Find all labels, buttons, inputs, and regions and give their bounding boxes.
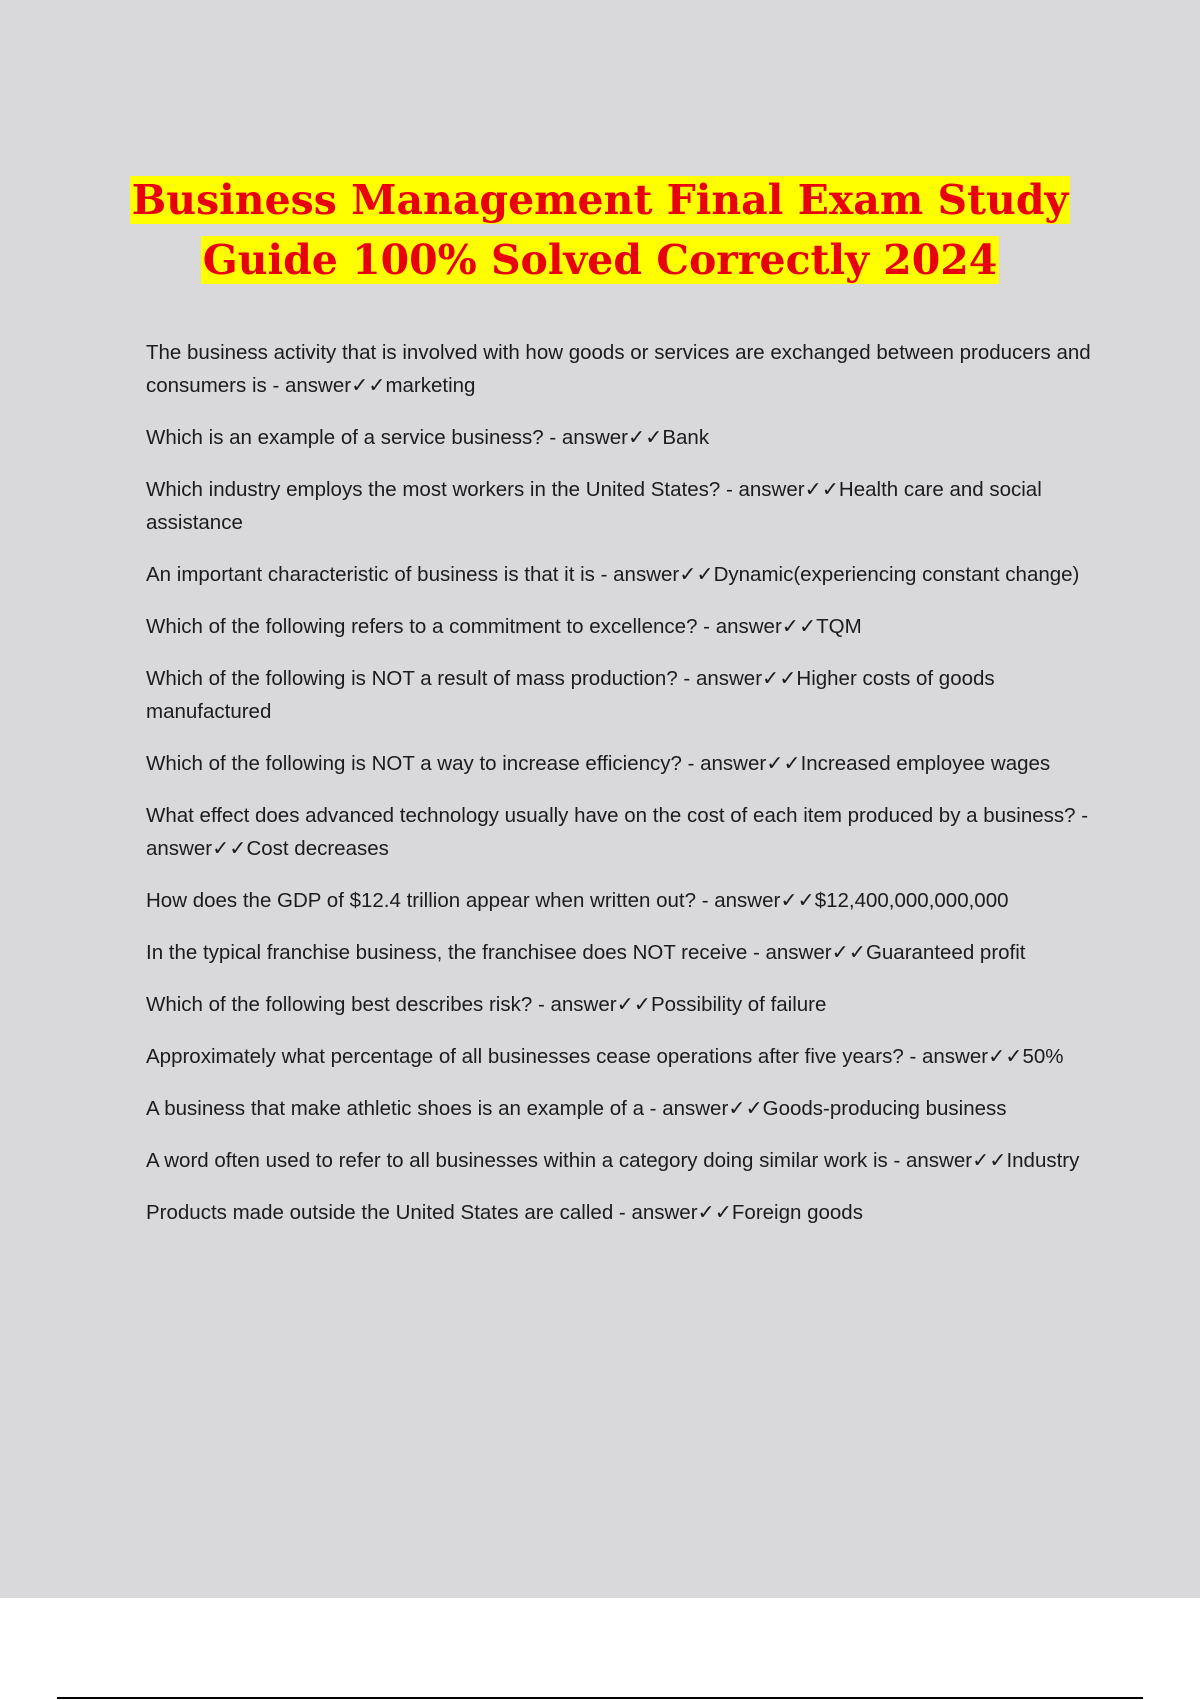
- qa-answer: Increased employee wages: [800, 752, 1051, 775]
- qa-item: Which of the following refers to a commitment to excellence? - answer✓✓TQM: [146, 615, 862, 638]
- qa-answer-label: answer: [284, 374, 352, 397]
- qa-item: Which of the following is NOT a result of mass production? - answer✓✓Higher costs of goods manufactured: [146, 667, 995, 723]
- check-marks-icon: ✓✓: [780, 889, 815, 912]
- qa-answer: Health care and social assistance: [146, 478, 1042, 534]
- qa-item: In the typical franchise business, the franchisee does NOT receive - answer✓✓Guaranteed profit: [146, 941, 1026, 964]
- qa-list: [146, 336, 1092, 1248]
- title-line-1: Business Management Final Exam Study: [131, 176, 1069, 224]
- check-marks-icon: ✓✓: [804, 478, 839, 501]
- check-marks-icon: ✓✓: [616, 993, 651, 1016]
- qa-question: A business that make athletic shoes is an example of a: [146, 1097, 644, 1120]
- document-title: [0, 170, 1200, 290]
- qa-question: In the typical franchise business, the franchisee does NOT receive: [146, 941, 748, 964]
- qa-answer: TQM: [816, 615, 862, 638]
- qa-answer-label: answer: [715, 615, 782, 638]
- qa-item: Products made outside the United States are called - answer✓✓Foreign goods: [146, 1201, 863, 1224]
- check-marks-icon: ✓✓: [766, 752, 801, 775]
- qa-question: Approximately what percentage of all businesses cease operations after five years?: [146, 1045, 904, 1068]
- qa-answer-label: answer: [550, 993, 617, 1016]
- qa-answer: marketing: [385, 374, 476, 397]
- qa-question: Which is an example of a service business?: [146, 426, 544, 449]
- qa-item: How does the GDP of $12.4 trillion appear when written out? - answer✓✓$12,400,000,000,000: [146, 889, 1009, 912]
- qa-answer-label: answer: [906, 1149, 973, 1172]
- qa-item: The business activity that is involved with how goods or services are exchanged between producers and consumers is - answer✓✓marketing: [146, 341, 1091, 397]
- qa-question: An important characteristic of business is that it is: [146, 563, 595, 586]
- qa-answer: Possibility of failure: [650, 993, 827, 1016]
- qa-answer-label: answer: [662, 1097, 729, 1120]
- title-line-2: Guide 100% Solved Correctly 2024: [202, 236, 998, 284]
- qa-question: Which of the following refers to a commitment to excellence?: [146, 615, 698, 638]
- qa-answer-label: answer: [714, 889, 781, 912]
- qa-answer-label: answer: [613, 563, 680, 586]
- qa-answer: Bank: [662, 426, 710, 449]
- qa-answer: Dynamic(experiencing constant change): [713, 563, 1080, 586]
- qa-answer-label: answer: [700, 752, 767, 775]
- check-marks-icon: ✓✓: [972, 1149, 1007, 1172]
- qa-item: A word often used to refer to all businesses within a category doing similar work is - answer✓✓Industry: [146, 1149, 1080, 1172]
- qa-item: Which of the following is NOT a way to increase efficiency? - answer✓✓Increased employee wages: [146, 752, 1051, 775]
- check-marks-icon: ✓✓: [781, 615, 817, 638]
- qa-question: Which of the following is NOT a way to increase efficiency?: [146, 752, 682, 775]
- qa-question: How does the GDP of $12.4 trillion appear when written out?: [146, 889, 697, 912]
- check-marks-icon: ✓✓: [831, 941, 866, 964]
- qa-answer-label: answer: [765, 941, 832, 964]
- qa-item: Which is an example of a service business? - answer✓✓Bank: [146, 426, 710, 449]
- qa-item: Which of the following best describes risk? - answer✓✓Possibility of failure: [146, 993, 827, 1016]
- check-marks-icon: ✓✓: [697, 1201, 732, 1224]
- qa-answer-label: answer: [561, 426, 628, 449]
- qa-question: Products made outside the United States are called: [146, 1201, 614, 1224]
- check-marks-icon: ✓✓: [627, 426, 663, 449]
- qa-answer-label: answer: [738, 478, 805, 501]
- qa-answer-label: answer: [922, 1045, 989, 1068]
- check-marks-icon: ✓✓: [351, 374, 386, 397]
- qa-answer: Foreign goods: [731, 1201, 863, 1224]
- qa-answer-label: answer: [695, 667, 763, 690]
- check-marks-icon: ✓✓: [679, 563, 714, 586]
- check-marks-icon: ✓✓: [212, 837, 247, 860]
- qa-item: A business that make athletic shoes is an example of a - answer✓✓Goods-producing business: [146, 1097, 1007, 1120]
- qa-answer: Cost decreases: [246, 837, 389, 860]
- qa-question: Which industry employs the most workers in the United States?: [146, 478, 721, 501]
- qa-answer: Higher costs of goods manufactured: [146, 667, 995, 723]
- qa-question: Which of the following is NOT a result of mass production?: [146, 667, 678, 690]
- footer-divider: [57, 1697, 1143, 1699]
- qa-answer-label: answer: [631, 1201, 698, 1224]
- qa-answer: 50%: [1022, 1045, 1064, 1068]
- qa-item: What effect does advanced technology usually have on the cost of each item produced by a business? - answer✓✓Cost decreases: [146, 804, 1089, 860]
- qa-question: A word often used to refer to all businesses within a category doing similar work is: [146, 1149, 888, 1172]
- check-marks-icon: ✓✓: [762, 667, 797, 690]
- qa-answer: $12,400,000,000,000: [814, 889, 1009, 912]
- qa-item: Which industry employs the most workers in the United States? - answer✓✓Health care and social assistance: [146, 478, 1042, 534]
- qa-answer-label: answer: [146, 837, 213, 860]
- check-marks-icon: ✓✓: [988, 1045, 1023, 1068]
- qa-answer: Guaranteed profit: [865, 941, 1026, 964]
- qa-question: What effect does advanced technology usually have on the cost of each item produced by a business?: [146, 804, 1076, 827]
- qa-item: An important characteristic of business is that it is - answer✓✓Dynamic(experiencing constant change): [146, 563, 1080, 586]
- qa-item: Approximately what percentage of all businesses cease operations after five years? - answer✓✓50%: [146, 1045, 1064, 1068]
- qa-answer: Industry: [1006, 1149, 1080, 1172]
- check-marks-icon: ✓✓: [728, 1097, 763, 1120]
- qa-question: Which of the following best describes risk?: [146, 993, 533, 1016]
- qa-answer: Goods-producing business: [762, 1097, 1007, 1120]
- qa-question: The business activity that is involved with how goods or services are exchanged between producers and consumers is: [146, 341, 1091, 397]
